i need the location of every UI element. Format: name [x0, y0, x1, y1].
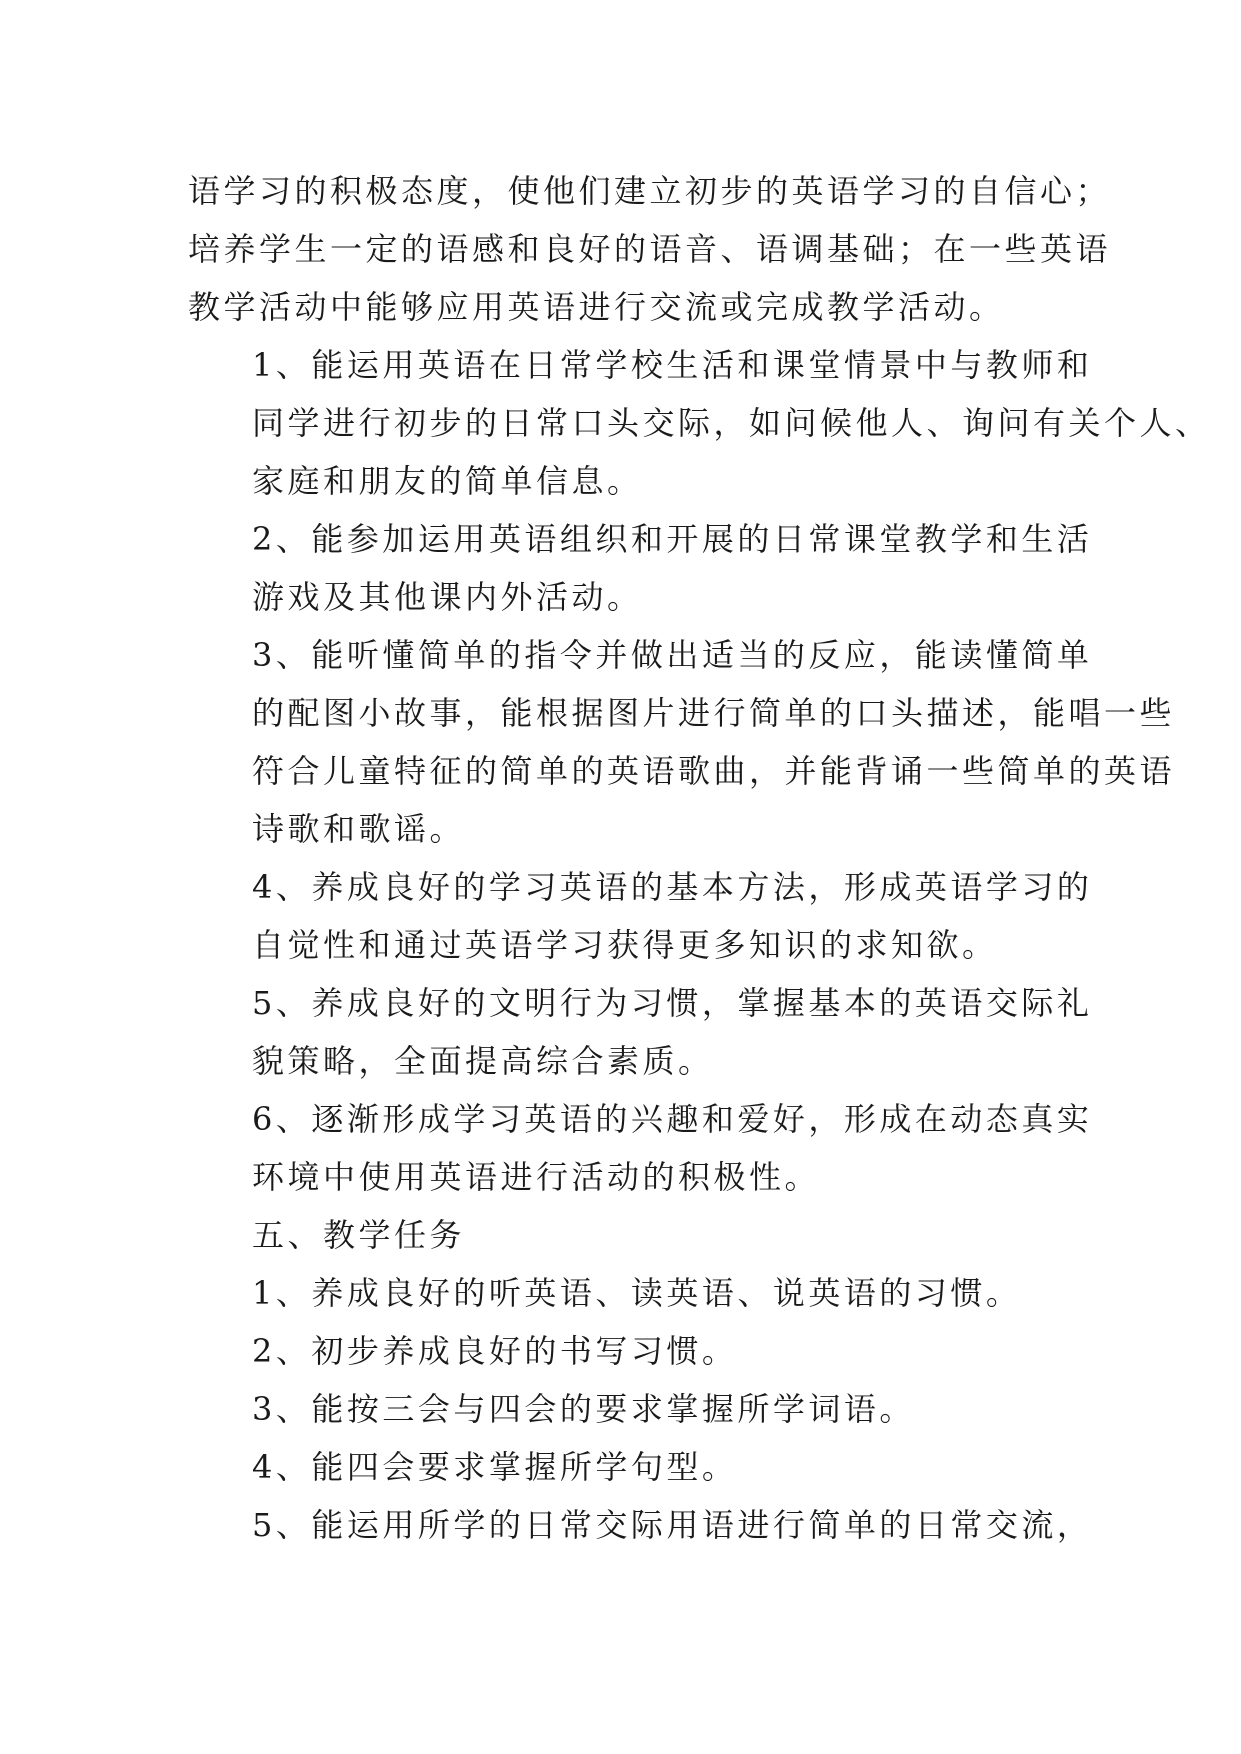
- text-line: 教学活动中能够应用英语进行交流或完成教学活动。: [188, 288, 1005, 326]
- text-line: 培养学生一定的语感和良好的语音、语调基础；在一些英语: [188, 230, 1112, 268]
- paragraph: [188, 1264, 1056, 1322]
- paragraph: [188, 858, 1093, 974]
- paragraph: [188, 1322, 1056, 1380]
- text-line: 1、能运用英语在日常学校生活和课堂情景中与教师和: [252, 346, 1093, 384]
- text-line: 符合儿童特征的简单的英语歌曲，并能背诵一些简单的英语: [252, 752, 1176, 790]
- paragraph: [188, 1090, 1093, 1206]
- text-line: 家庭和朋友的简单信息。: [252, 462, 643, 500]
- text-line: 五、教学任务: [252, 1216, 466, 1254]
- paragraph: [188, 510, 1093, 626]
- paragraph: [188, 336, 1211, 510]
- text-line: 诗歌和歌谣。: [252, 810, 466, 848]
- text-line: 5、养成良好的文明行为习惯，掌握基本的英语交际礼: [252, 984, 1093, 1022]
- text-line: 4、能四会要求掌握所学句型。: [252, 1448, 738, 1486]
- paragraph: [188, 974, 1093, 1090]
- text-line: 3、能按三会与四会的要求掌握所学词语。: [252, 1390, 915, 1428]
- text-line: 3、能听懂简单的指令并做出适当的反应，能读懂简单: [252, 636, 1093, 674]
- text-line: 5、能运用所学的日常交际用语进行简单的日常交流，: [252, 1506, 1093, 1544]
- text-line: 自觉性和通过英语学习获得更多知识的求知欲。: [252, 926, 998, 964]
- paragraph: [188, 626, 1176, 858]
- paragraph: [188, 1380, 1056, 1438]
- text-line: 6、逐渐形成学习英语的兴趣和爱好，形成在动态真实: [252, 1100, 1093, 1138]
- paragraph: [188, 1496, 1093, 1554]
- paragraph: [188, 162, 1112, 336]
- paragraph: [188, 1438, 1056, 1496]
- text-line: 游戏及其他课内外活动。: [252, 578, 643, 616]
- text-line: 貌策略，全面提高综合素质。: [252, 1042, 714, 1080]
- text-line: 1、养成良好的听英语、读英语、说英语的习惯。: [252, 1274, 1022, 1312]
- text-line: 2、能参加运用英语组织和开展的日常课堂教学和生活: [252, 520, 1093, 558]
- text-line: 4、养成良好的学习英语的基本方法，形成英语学习的: [252, 868, 1093, 906]
- text-line: 2、初步养成良好的书写习惯。: [252, 1332, 738, 1370]
- text-line: 同学进行初步的日常口头交际，如问候他人、询问有关个人、: [252, 404, 1211, 442]
- text-line: 语学习的积极态度，使他们建立初步的英语学习的自信心；: [188, 172, 1112, 210]
- text-line: 的配图小故事，能根据图片进行简单的口头描述，能唱一些: [252, 694, 1176, 732]
- text-line: 环境中使用英语进行活动的积极性。: [252, 1158, 821, 1196]
- paragraph: [188, 1206, 1056, 1264]
- document-body: [188, 162, 1211, 1554]
